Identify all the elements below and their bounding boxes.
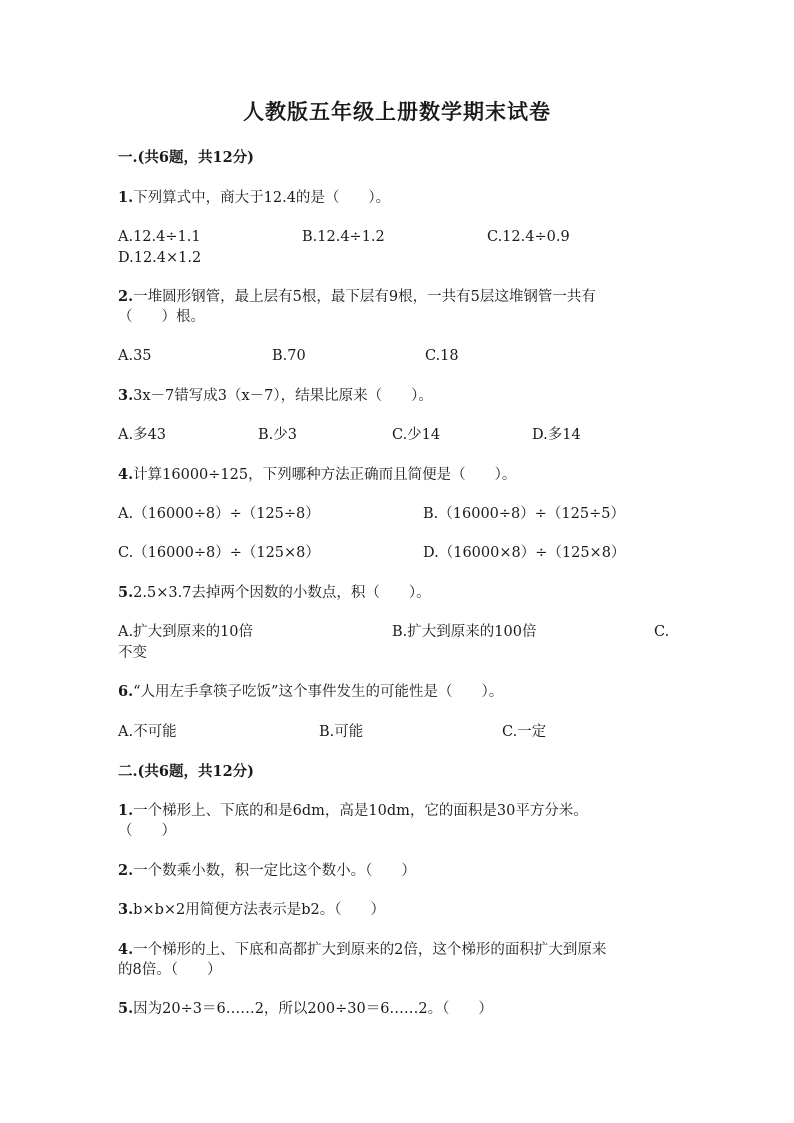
question-2: [118, 287, 596, 307]
option-c: C.12.4÷0.9: [487, 229, 570, 245]
option-d: D.12.4×1.2: [118, 250, 202, 266]
option-b: B.（16000÷8）÷（125÷5）: [423, 506, 625, 522]
question-4: [118, 940, 606, 960]
question-number: 1.: [118, 802, 134, 819]
question-text: 一个梯形上、下底的和是6dm，高是10dm，它的面积是30平方分米。: [133, 803, 588, 819]
section-heading: 一.(共6题，共12分): [118, 149, 255, 166]
question-number: 3.: [118, 901, 134, 918]
question-5: [118, 583, 431, 603]
question-1: [118, 188, 390, 208]
option-a: A.12.4÷1.1: [118, 229, 201, 245]
option-a: A.多43: [118, 427, 167, 443]
option-c: C.: [654, 624, 670, 640]
question-text: 下列算式中，商大于12.4的是（ ）。: [133, 190, 391, 206]
question-4: [118, 465, 516, 485]
option-b: B.扩大到原来的100倍: [392, 624, 537, 640]
question-text: b×b×2用简便方法表示是b2。（ ）: [133, 902, 385, 918]
answer-blank: （ ）: [118, 823, 176, 839]
option-a: A.35: [118, 348, 152, 364]
page-title: 人教版五年级上册数学期末试卷: [243, 99, 551, 124]
question-text: 2.5×3.7去掉两个因数的小数点，积（ ）。: [133, 585, 431, 601]
option-d: D.（16000×8）÷（125×8）: [423, 545, 626, 561]
question-text-continued: 的8倍。（ ）: [118, 962, 222, 978]
question-text: “人用左手拿筷子吃饭”这个事件发生的可能性是（ ）。: [133, 684, 504, 700]
option-b: B.可能: [319, 724, 364, 740]
option-c: C.少14: [392, 427, 441, 443]
question-number: 6.: [118, 683, 134, 700]
question-text: 一堆圆形钢管，最上层有5根，最下层有9根，一共有5层这堆钢管一共有: [133, 289, 596, 305]
question-number: 2.: [118, 862, 134, 879]
option-d: D.多14: [532, 427, 581, 443]
option-c: C.一定: [502, 724, 547, 740]
question-1: [118, 801, 588, 821]
question-3: [118, 900, 385, 920]
option-a: A.不可能: [118, 724, 177, 740]
question-number: 2.: [118, 288, 134, 305]
question-text-continued: （ ）根。: [118, 309, 205, 325]
option-b: B.12.4÷1.2: [302, 229, 385, 245]
option-a: A.（16000÷8）÷（125÷8）: [118, 506, 320, 522]
question-2: [118, 861, 416, 881]
question-number: 4.: [118, 466, 134, 483]
section-heading: 二.(共6题，共12分): [118, 763, 255, 780]
question-6: [118, 682, 503, 702]
question-text: 一个梯形的上、下底和高都扩大到原来的2倍，这个梯形的面积扩大到原来: [133, 942, 607, 958]
question-number: 1.: [118, 189, 134, 206]
option-b: B.70: [272, 348, 306, 364]
option-c: C.（16000÷8）÷（125×8）: [118, 545, 320, 561]
question-text: 一个数乘小数，积一定比这个数小。（ ）: [133, 863, 416, 879]
option-c-continued: 不变: [118, 645, 147, 661]
question-text: 3x－7错写成3（x－7），结果比原来（ ）。: [133, 388, 433, 404]
question-number: 5.: [118, 584, 134, 601]
option-a: A.扩大到原来的10倍: [118, 624, 254, 640]
question-3: [118, 386, 433, 406]
question-number: 5.: [118, 1000, 134, 1017]
question-number: 3.: [118, 387, 134, 404]
question-number: 4.: [118, 941, 134, 958]
question-text: 计算16000÷125，下列哪种方法正确而且简便是（ ）。: [133, 467, 517, 483]
option-c: C.18: [425, 348, 459, 364]
option-b: B.少3: [258, 427, 297, 443]
question-5: [118, 999, 493, 1019]
question-text: 因为20÷3＝6……2，所以200÷30＝6……2。（ ）: [133, 1001, 493, 1017]
